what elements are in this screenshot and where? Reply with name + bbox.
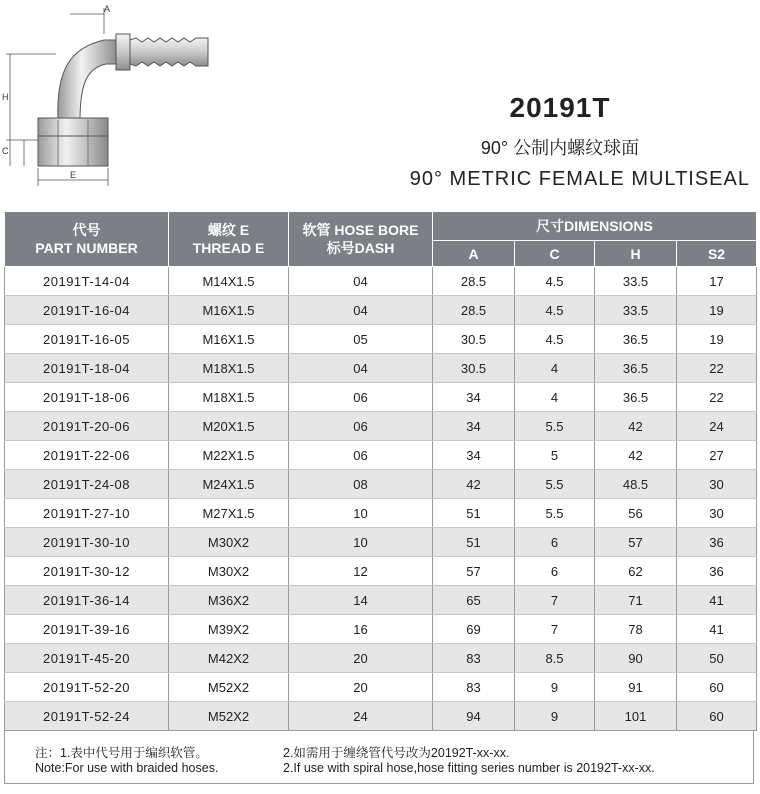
cell-part-number: 20191T-27-10: [5, 499, 169, 528]
cell-part-number: 20191T-52-20: [5, 673, 169, 702]
header-part-number: [5, 212, 169, 267]
cell-part-number: 20191T-16-05: [5, 325, 169, 354]
cell-dim-c: 5: [515, 441, 595, 470]
header-hose-bore-line1: 软管 HOSE BORE: [302, 222, 419, 238]
header-thread: [169, 212, 289, 267]
cell-hose-dash: 06: [289, 412, 433, 441]
cell-dim-h: 56: [595, 499, 677, 528]
header-dim-c: C: [515, 241, 595, 267]
cell-dim-s2: 27: [677, 441, 757, 470]
cell-hose-dash: 06: [289, 441, 433, 470]
table-row: [5, 644, 757, 673]
table-row: [5, 296, 757, 325]
cell-dim-h: 33.5: [595, 267, 677, 296]
cell-dim-c: 7: [515, 615, 595, 644]
cell-dim-h: 101: [595, 702, 677, 731]
cell-dim-c: 8.5: [515, 644, 595, 673]
cell-dim-s2: 30: [677, 470, 757, 499]
cell-hose-dash: 04: [289, 267, 433, 296]
cell-hose-dash: 06: [289, 383, 433, 412]
cell-part-number: 20191T-52-24: [5, 702, 169, 731]
cell-dim-c: 5.5: [515, 499, 595, 528]
cell-dim-c: 4: [515, 383, 595, 412]
cell-dim-a: 51: [433, 499, 515, 528]
cell-part-number: 20191T-16-04: [5, 296, 169, 325]
table-row: [5, 441, 757, 470]
cell-dim-c: 4.5: [515, 267, 595, 296]
cell-dim-s2: 60: [677, 673, 757, 702]
cell-dim-s2: 22: [677, 383, 757, 412]
cell-thread: M36X2: [169, 586, 289, 615]
cell-hose-dash: 04: [289, 354, 433, 383]
cell-hose-dash: 10: [289, 528, 433, 557]
note2-cn: 2.如需用于缠绕管代号改为20192T-xx-xx.: [283, 746, 510, 760]
cell-dim-s2: 60: [677, 702, 757, 731]
cell-thread: M20X1.5: [169, 412, 289, 441]
spec-table-body: [5, 267, 757, 731]
header-dimensions: 尺寸DIMENSIONS: [433, 212, 757, 241]
cell-thread: M52X2: [169, 702, 289, 731]
cell-dim-s2: 19: [677, 325, 757, 354]
note1-cn: 注：1.表中代号用于编织软管。: [35, 746, 208, 760]
cell-dim-s2: 41: [677, 586, 757, 615]
cell-dim-h: 57: [595, 528, 677, 557]
table-row: [5, 470, 757, 499]
cell-dim-c: 7: [515, 586, 595, 615]
cell-dim-h: 36.5: [595, 354, 677, 383]
header-thread-cn: 螺纹 E: [207, 222, 250, 238]
table-row: [5, 557, 757, 586]
cell-dim-h: 42: [595, 441, 677, 470]
cell-dim-a: 34: [433, 412, 515, 441]
cell-hose-dash: 04: [289, 296, 433, 325]
cell-dim-s2: 36: [677, 557, 757, 586]
cell-dim-a: 57: [433, 557, 515, 586]
cell-thread: M30X2: [169, 528, 289, 557]
table-row: [5, 325, 757, 354]
cell-part-number: 20191T-20-06: [5, 412, 169, 441]
cell-dim-a: 34: [433, 383, 515, 412]
cell-dim-s2: 22: [677, 354, 757, 383]
cell-hose-dash: 12: [289, 557, 433, 586]
cell-dim-a: 28.5: [433, 267, 515, 296]
cell-dim-h: 36.5: [595, 325, 677, 354]
cell-part-number: 20191T-45-20: [5, 644, 169, 673]
cell-thread: M16X1.5: [169, 325, 289, 354]
cell-thread: M24X1.5: [169, 470, 289, 499]
cell-dim-c: 4.5: [515, 325, 595, 354]
dim-label-h: H: [2, 92, 9, 102]
dim-label-c: C: [2, 146, 9, 156]
cell-dim-a: 83: [433, 644, 515, 673]
cell-thread: M18X1.5: [169, 354, 289, 383]
table-row: [5, 586, 757, 615]
cell-dim-s2: 24: [677, 412, 757, 441]
dim-label-e: E: [70, 170, 77, 180]
cell-dim-s2: 30: [677, 499, 757, 528]
cell-thread: M16X1.5: [169, 296, 289, 325]
cell-dim-a: 65: [433, 586, 515, 615]
notes-box: [4, 730, 754, 784]
cell-thread: M42X2: [169, 644, 289, 673]
cell-dim-c: 4.5: [515, 296, 595, 325]
cell-part-number: 20191T-18-04: [5, 354, 169, 383]
product-header: [330, 92, 750, 191]
cell-hose-dash: 16: [289, 615, 433, 644]
cell-thread: M22X1.5: [169, 441, 289, 470]
cell-dim-c: 5.5: [515, 470, 595, 499]
table-row: [5, 499, 757, 528]
cell-dim-a: 42: [433, 470, 515, 499]
cell-part-number: 20191T-30-12: [5, 557, 169, 586]
table-row: [5, 383, 757, 412]
product-name-cn: 90° 公制内螺纹球面: [480, 138, 640, 158]
table-row: [5, 528, 757, 557]
cell-dim-s2: 17: [677, 267, 757, 296]
cell-part-number: 20191T-14-04: [5, 267, 169, 296]
cell-dim-h: 33.5: [595, 296, 677, 325]
cell-thread: M18X1.5: [169, 383, 289, 412]
cell-part-number: 20191T-24-08: [5, 470, 169, 499]
dim-label-a: A: [104, 4, 111, 14]
table-row: [5, 615, 757, 644]
cell-dim-c: 5.5: [515, 412, 595, 441]
header-dim-a: A: [433, 241, 515, 267]
cell-thread: M39X2: [169, 615, 289, 644]
table-row: [5, 702, 757, 731]
cell-hose-dash: 05: [289, 325, 433, 354]
cell-hose-dash: 20: [289, 644, 433, 673]
cell-dim-c: 9: [515, 673, 595, 702]
header-dim-s2: S2: [677, 241, 757, 267]
cell-hose-dash: 24: [289, 702, 433, 731]
cell-part-number: 20191T-18-06: [5, 383, 169, 412]
cell-part-number: 20191T-22-06: [5, 441, 169, 470]
cell-dim-s2: 41: [677, 615, 757, 644]
header-part-number-en: PART NUMBER: [35, 240, 138, 256]
cell-thread: M30X2: [169, 557, 289, 586]
header-hose-bore-line2: 标号DASH: [326, 240, 395, 256]
cell-hose-dash: 20: [289, 673, 433, 702]
cell-hose-dash: 10: [289, 499, 433, 528]
cell-dim-h: 36.5: [595, 383, 677, 412]
cell-dim-h: 71: [595, 586, 677, 615]
product-name-en: 90° METRIC FEMALE MULTISEAL: [409, 168, 750, 190]
note1-en: Note:For use with braided hoses.: [35, 761, 219, 775]
cell-dim-c: 4: [515, 354, 595, 383]
cell-part-number: 20191T-36-14: [5, 586, 169, 615]
cell-dim-s2: 19: [677, 296, 757, 325]
cell-dim-c: 6: [515, 557, 595, 586]
cell-dim-a: 83: [433, 673, 515, 702]
note2-en: 2.If use with spiral hose,hose fitting series number is 20192T-xx-xx.: [283, 761, 655, 775]
cell-dim-s2: 50: [677, 644, 757, 673]
table-row: [5, 673, 757, 702]
fitting-drawing: [0, 0, 240, 200]
header-dim-h: H: [595, 241, 677, 267]
cell-part-number: 20191T-39-16: [5, 615, 169, 644]
cell-dim-a: 30.5: [433, 354, 515, 383]
cell-thread: M27X1.5: [169, 499, 289, 528]
cell-dim-c: 9: [515, 702, 595, 731]
cell-dim-h: 62: [595, 557, 677, 586]
cell-dim-a: 30.5: [433, 325, 515, 354]
cell-hose-dash: 14: [289, 586, 433, 615]
table-row: [5, 267, 757, 296]
cell-dim-h: 78: [595, 615, 677, 644]
model-number: 20191T: [509, 92, 611, 123]
cell-dim-h: 48.5: [595, 470, 677, 499]
spec-table: [4, 211, 757, 731]
table-row: [5, 354, 757, 383]
cell-dim-a: 51: [433, 528, 515, 557]
header-part-number-cn: 代号: [72, 222, 101, 238]
cell-dim-h: 91: [595, 673, 677, 702]
header-thread-en: THREAD E: [192, 240, 265, 256]
hose-tail: [130, 38, 208, 66]
cell-dim-h: 42: [595, 412, 677, 441]
cell-hose-dash: 08: [289, 470, 433, 499]
cell-thread: M14X1.5: [169, 267, 289, 296]
cell-dim-a: 28.5: [433, 296, 515, 325]
header-hose-bore: [289, 212, 433, 267]
cell-dim-s2: 36: [677, 528, 757, 557]
cell-dim-a: 94: [433, 702, 515, 731]
cell-dim-c: 6: [515, 528, 595, 557]
cell-dim-h: 90: [595, 644, 677, 673]
cell-part-number: 20191T-30-10: [5, 528, 169, 557]
cell-thread: M52X2: [169, 673, 289, 702]
table-row: [5, 412, 757, 441]
cell-dim-a: 69: [433, 615, 515, 644]
cell-dim-a: 34: [433, 441, 515, 470]
